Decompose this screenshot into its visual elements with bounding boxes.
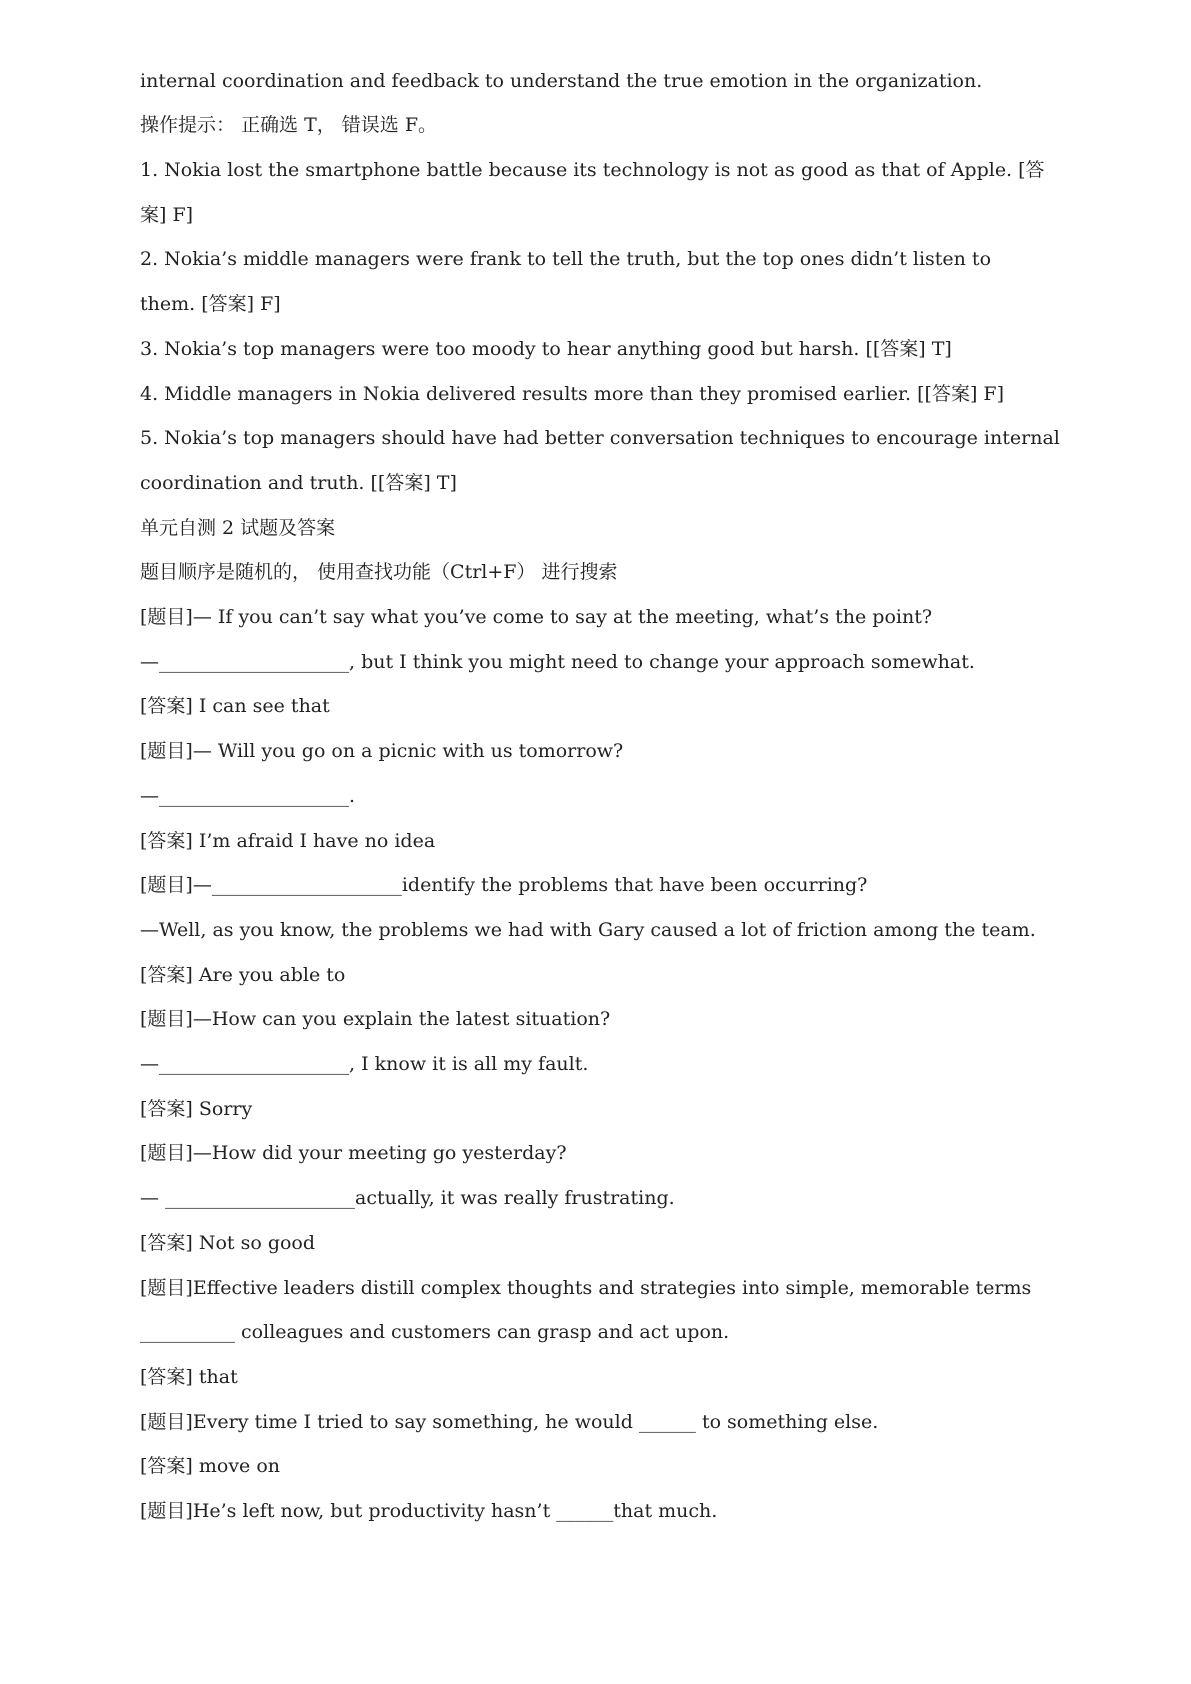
answer-line: [答案] that xyxy=(140,1366,238,1388)
answer-line: [答案] I’m afraid I have no idea xyxy=(140,830,436,852)
text-line-statement-2: 2. Nokia’s middle managers were frank to tell the truth, but the top ones didn’t listen to xyxy=(140,248,992,270)
text-line-statement-4: 4. Middle managers in Nokia delivered results more than they promised earlier. [[答案] F] xyxy=(140,383,1004,405)
question-blank-line: __________ colleagues and customers can grasp and act upon. xyxy=(140,1321,730,1343)
question-blank-line: — ____________________actually, it was really frustrating. xyxy=(140,1187,675,1209)
question-line: [题目]Every time I tried to say something, he would ______ to something else. xyxy=(140,1411,879,1433)
question-blank-line: —____________________, but I think you might need to change your approach somewhat. xyxy=(140,651,975,673)
question-line: [题目]—How did your meeting go yesterday? xyxy=(140,1142,567,1164)
text-line-statement-1: 1. Nokia lost the smartphone battle because its technology is not as good as that of Apple. [答 xyxy=(140,159,1045,181)
text-line-intro: internal coordination and feedback to understand the true emotion in the organization. xyxy=(140,70,983,92)
question-blank-line: —____________________. xyxy=(140,785,356,807)
question-line: [题目]—____________________identify the problems that have been occurring? xyxy=(140,874,868,896)
text-line-instruction: 操作提示： 正确选 T， 错误选 F。 xyxy=(140,114,438,136)
question-line: [题目]He’s left now, but productivity hasn’t ______that much. xyxy=(140,1500,718,1522)
question-response-line: —Well, as you know, the problems we had with Gary caused a lot of friction among the team. xyxy=(140,919,1036,941)
question-line: [题目]—How can you explain the latest situation? xyxy=(140,1008,611,1030)
text-line-statement-3: 3. Nokia’s top managers were too moody to hear anything good but harsh. [[答案] T] xyxy=(140,338,952,360)
question-line: [题目]— Will you go on a picnic with us tomorrow? xyxy=(140,740,624,762)
text-line-search-tip: 题目顺序是随机的， 使用查找功能（Ctrl+F） 进行搜索 xyxy=(140,561,618,583)
question-line: [题目]Effective leaders distill complex thoughts and strategies into simple, memorable terms xyxy=(140,1277,1032,1299)
text-line-statement-5: 5. Nokia’s top managers should have had better conversation techniques to encourage internal xyxy=(140,427,1060,449)
answer-line: [答案] Sorry xyxy=(140,1098,253,1120)
text-line-answer-5: coordination and truth. [[答案] T] xyxy=(140,472,457,494)
section-heading: 单元自测 2 试题及答案 xyxy=(140,517,336,539)
question-blank-line: —____________________, I know it is all my fault. xyxy=(140,1053,589,1075)
question-line: [题目]— If you can’t say what you’ve come to say at the meeting, what’s the point? xyxy=(140,606,933,628)
text-line-answer-2: them. [答案] F] xyxy=(140,293,281,315)
answer-line: [答案] I can see that xyxy=(140,695,330,717)
answer-line: [答案] Are you able to xyxy=(140,964,346,986)
text-line-answer-1: 案] F] xyxy=(140,204,194,226)
answer-line: [答案] move on xyxy=(140,1455,281,1477)
answer-line: [答案] Not so good xyxy=(140,1232,316,1254)
